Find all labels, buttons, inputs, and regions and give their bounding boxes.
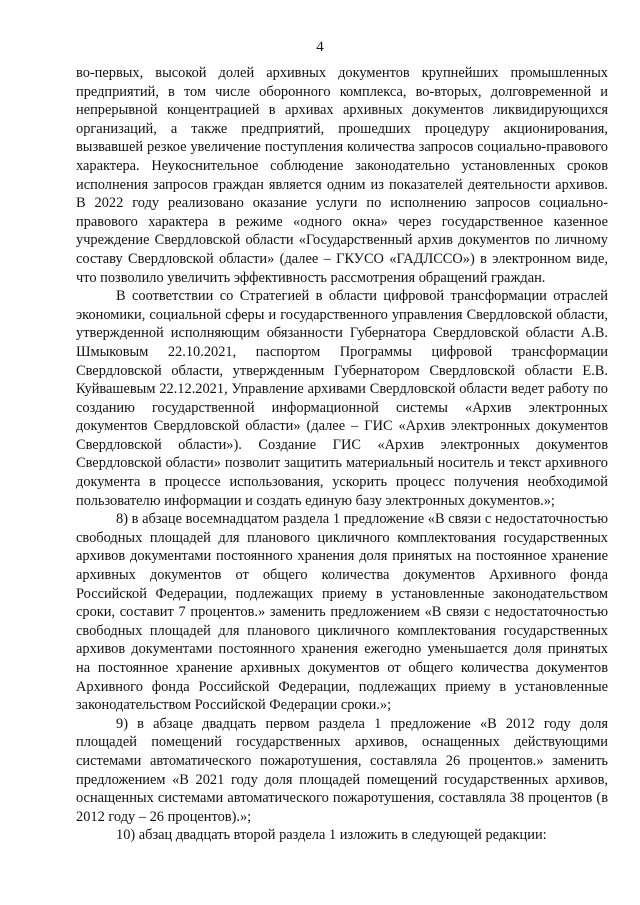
paragraph-amendment-8: 8) в абзаце восемнадцатом раздела 1 предложение «В связи с недостаточностью свободных площадей для планового цикличного комплектования государственных архивов документами постоянного хранения доля принятых на постоянное хранение архивных документов от общего количества документов Архивного фонда Российской Федерации, подлежащих приему в установленные законодательством сроки, составит 7 процентов.» заменить предложением «В связи с недостаточностью свободных площадей для планового цикличного комплектования государственных архивов документами постоянного хранения ежегодно уменьшается доля принятых на постоянное хранение архивных документов от общего количества документов Архивного фонда Российской Федерации, подлежащих приему в установленные законодательством Российской Федерации сроки.»; [76, 511, 608, 714]
paragraph-amendment-10: 10) абзац двадцать второй раздела 1 изложить в следующей редакции: [116, 827, 547, 844]
page-number: 4 [316, 39, 324, 55]
paragraph-archive-reasons: во-первых, высокой долей архивных документов крупнейших промышленных предприятий, в том числе оборонного комплекса, во-вторых, долговременной и непрерывной концентрацией в архивах архивных документов ликвидирующихся организаций, а также предприятий, прошедших процедуру акционирования, вызвавшей резкое увеличение поступления количества запросов социально-правового характера. Неукоснительное соблюдение законодательно установленных сроков исполнения запросов граждан является одним из показателей деятельности архивов. В 2022 году реализовано оказание услуги по исполнению запросов социально-правового характера в режиме «одного окна» через государственное казенное учреждение Свердловской области «Государственный архив документов по личному составу Свердловской области» (далее – ГКУСО «ГАДЛССО») в электронном виде, что позволило увеличить эффективность рассмотрения обращений граждан. [76, 65, 608, 286]
paragraph-digital-strategy: В соответствии со Стратегией в области цифровой трансформации отраслей экономики, социальной сферы и государственного управления Свердловской области, утвержденной исполняющим обязанности Губернатора Свердловской области А.В. Шмыковым 22.10.2021, паспортом Программы цифровой трансформации Свердловской области, утвержденным Губернатором Свердловской области Е.В. Куйвашевым 22.12.2021, Управление архивами Свердловской области ведет работу по созданию государственной информационной системы «Архив электронных документов Свердловской области» (далее – ГИС «Архив электронных документов Свердловской области»). Создание ГИС «Архив электронных документов Свердловской области» позволит защитить материальный носитель и текст архивного документа в процессе использования, ускорить процесс получения необходимой пользователю информации и создать единую базу электронных документов.»; [76, 288, 608, 509]
document-body [76, 64, 608, 845]
paragraph-amendment-9: 9) в абзаце двадцать первом раздела 1 предложение «В 2012 году доля площадей помещений государственных архивов, оснащенных действующими системами автоматического пожаротушения, составляла 26 процентов.» заменить предложением «В 2021 году доля площадей помещений государственных архивов, оснащенных системами автоматического пожаротушения, составляла 38 процентов (в 2012 году – 26 процентов).»; [76, 715, 608, 825]
